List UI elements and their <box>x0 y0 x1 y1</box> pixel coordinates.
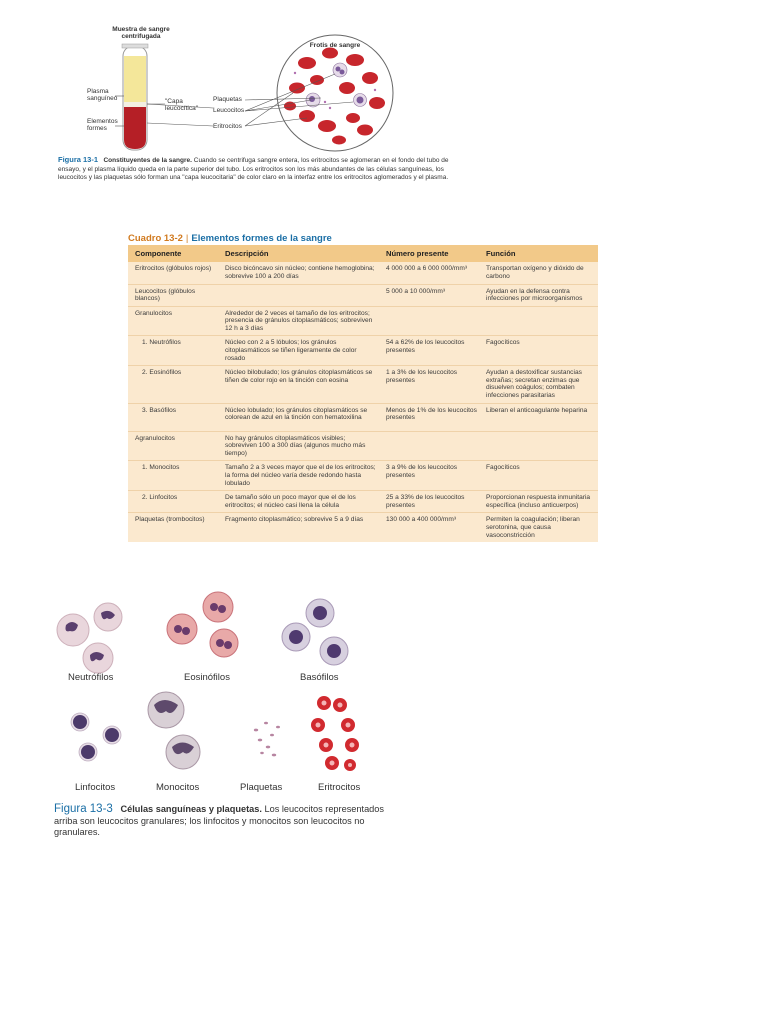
figure-number: Figura 13-1 <box>58 155 99 164</box>
cell-description: No hay gránulos citoplasmáticos visibles; sobreviven 100 a 300 días (algunos mucho más tiempo) <box>218 431 379 461</box>
cell-function: Liberan el anticoagulante heparina <box>479 403 598 431</box>
table-row <box>128 284 598 306</box>
cell-count <box>379 306 479 336</box>
table-row <box>128 461 598 491</box>
lymphocyte-cells <box>71 713 121 761</box>
cell-count: 5 000 a 10 000/mm³ <box>379 284 479 306</box>
cell-component: Leucocitos (glóbulos blancos) <box>128 284 218 306</box>
platelets-label: Plaquetas <box>240 782 283 793</box>
figure-number: Figura 13-3 <box>54 803 113 815</box>
figure-caption-text: Cuando se centrifuga sangre entera, los eritrocitos se aglomeran en el fondo del tubo de ensayo, y el plasma líquido queda en la parte superior del tubo. Los eritrocitos son los más abundantes de las células sanguíneas, los leucocitos y las plaquetas sólo forman una "capa leucocitaria" de color claro en la interfaz entre los eritrocitos aglomerados y el plasma. <box>58 157 449 181</box>
cell-component: 3. Basófilos <box>128 403 218 431</box>
cell-function: Fagocíticos <box>479 461 598 491</box>
cell-component: 2. Linfocitos <box>128 491 218 513</box>
table-row <box>128 306 598 336</box>
column-header: Componente <box>128 245 218 262</box>
cell-component: Granulocitos <box>128 306 218 336</box>
cell-description: Fragmento citoplasmático; sobrevive 5 a 9 días <box>225 516 364 524</box>
platelets-label: Plaquetas <box>213 96 242 103</box>
cell-description <box>218 284 379 306</box>
formed-elements-table <box>128 245 598 542</box>
cell-description: Núcleo lobulado; los gránulos citoplasmáticos se colorean de azul en la tinción con hematoxilina <box>218 403 379 431</box>
erythrocyte-cells <box>311 696 359 771</box>
buffy-coat-label: "Capa leucocítica" <box>165 98 199 112</box>
cell-description: Tamaño 2 a 3 veces mayor que el de los eritrocitos; la forma del núcleo varía desde redondo hasta lobulado <box>218 461 379 491</box>
eosinophil-cells <box>167 592 238 657</box>
column-header: Función <box>479 245 598 262</box>
cell-component: Agranulocitos <box>128 431 218 461</box>
cell-function: Proporcionan respuesta inmunitaria específica (incluso anticuerpos) <box>479 491 598 513</box>
cell-count <box>379 431 479 461</box>
cell-count: 130 000 a 400 000/mm³ <box>386 516 457 524</box>
basophils-label: Basófilos <box>300 672 339 683</box>
figure-13-3-illustration <box>48 585 378 800</box>
table-title-text: Elementos formes de la sangre <box>191 233 332 244</box>
cell-component: 2. Eosinófilos <box>128 366 218 403</box>
cell-function: Ayudan en la defensa contra infecciones por microorganismos <box>479 284 598 306</box>
cell-count: Menos de 1% de los leucocitos presentes <box>379 403 479 431</box>
table-row <box>128 336 598 366</box>
formed-elements-label: Elementos formes <box>87 118 118 132</box>
figure-title: Constituyentes de la sangre. <box>103 157 192 164</box>
cell-component: Plaquetas (trombocitos) <box>135 516 205 524</box>
table-row <box>128 366 598 403</box>
smear-title: Frotis de sangre <box>309 42 361 49</box>
blood-smear <box>277 35 393 151</box>
cell-count: 1 a 3% de los leucocitos presentes <box>379 366 479 403</box>
blood-cells-illustration <box>48 585 378 800</box>
platelet-cells <box>254 722 280 757</box>
table-title-separator: | <box>185 233 189 244</box>
figure-caption-text: Los leucocitos representados arriba son leucocitos granulares; los linfocitos y monocitos son leucocitos no granulares. <box>54 804 384 837</box>
cell-count: 25 a 33% de los leucocitos presentes <box>379 491 479 513</box>
cell-function <box>479 306 598 336</box>
cell-count: 3 a 9% de los leucocitos presentes <box>379 461 479 491</box>
cell-component: Eritrocitos (glóbulos rojos) <box>128 262 218 284</box>
figure-13-1-illustration <box>85 18 485 158</box>
cell-description: De tamaño sólo un poco mayor que el de los eritrocitos; el núcleo casi llena la célula <box>218 491 379 513</box>
plasma-label: Plasma sanguíneo <box>87 88 118 102</box>
monocyte-cells <box>148 692 200 769</box>
neutrophil-cells <box>57 603 122 673</box>
cell-function: Permiten la coagulación; liberan serotonina, que causa vasoconstricción <box>486 516 580 539</box>
basophil-cells <box>282 599 348 665</box>
table-header-row <box>128 245 598 262</box>
table-row <box>128 431 598 461</box>
cell-function: Transportan oxígeno y dióxido de carbono <box>479 262 598 284</box>
test-tube <box>122 44 148 150</box>
table-row <box>128 513 598 542</box>
table-number: Cuadro 13-2 <box>128 233 183 244</box>
table-row <box>128 491 598 513</box>
cell-function: Fagocíticos <box>479 336 598 366</box>
cell-description: Núcleo con 2 a 5 lóbulos; los gránulos citoplasmáticos se tiñen ligeramente de color rosado <box>218 336 379 366</box>
figure-13-3-caption <box>54 804 384 839</box>
erythrocytes-label: Eritrocitos <box>213 123 242 130</box>
lymphocytes-label: Linfocitos <box>75 782 116 793</box>
cell-function: Ayudan a destoxificar sustancias extrañas; secretan enzimas que disuelven coágulos; combaten infecciones parasitarias <box>479 366 598 403</box>
cell-component: 1. Neutrófilos <box>128 336 218 366</box>
figure-13-1-caption <box>58 156 458 183</box>
cell-description: Disco bicóncavo sin núcleo; contiene hemoglobina; sobrevive 100 a 200 días <box>218 262 379 284</box>
table-row <box>128 262 598 284</box>
figure-title: Células sanguíneas y plaquetas. <box>120 804 262 814</box>
erythrocytes-label: Eritrocitos <box>318 782 361 793</box>
monocytes-label: Monocitos <box>156 782 200 793</box>
table-row <box>128 403 598 431</box>
cell-function <box>479 431 598 461</box>
cell-component: 1. Monocitos <box>128 461 218 491</box>
cell-description: Núcleo bilobulado; los gránulos citoplasmáticos se tiñen de color rojo en la tinción con eosina <box>218 366 379 403</box>
tube-title: Muestra de sangre centrifugada <box>112 26 170 40</box>
column-header: Descripción <box>218 245 379 262</box>
column-header: Número presente <box>379 245 479 262</box>
cell-description: Alrededor de 2 veces el tamaño de los eritrocitos; presencia de gránulos citoplasmáticos; sobreviven 12 h a 3 días <box>218 306 379 336</box>
cell-count: 4 000 000 a 6 000 000/mm³ <box>379 262 479 284</box>
cell-count: 54 a 62% de los leucocitos presentes <box>379 336 479 366</box>
table-title <box>128 233 332 244</box>
neutrophils-label: Neutrófilos <box>68 672 114 683</box>
leukocytes-label: Leucocitos <box>213 107 245 114</box>
eosinophils-label: Eosinófilos <box>184 672 230 683</box>
